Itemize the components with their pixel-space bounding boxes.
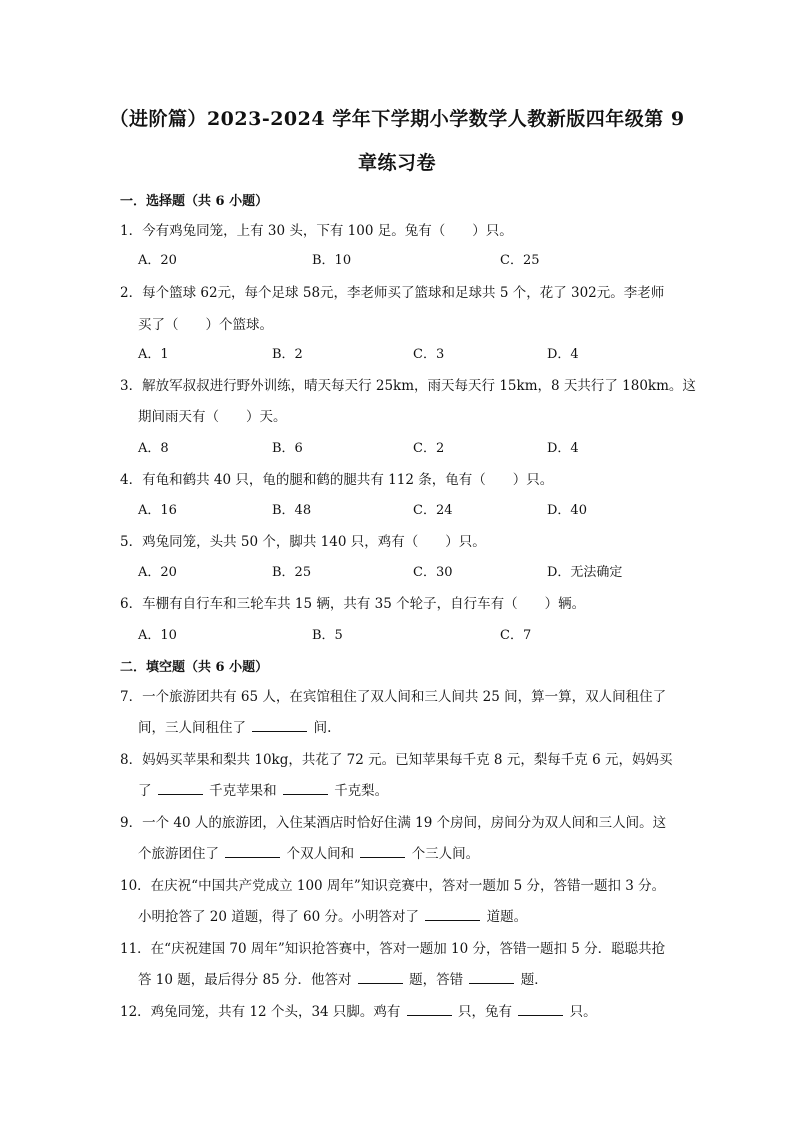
question-8-text-line-2 (138, 779, 388, 799)
q9-part-c: 个三人间。 (411, 846, 480, 862)
question-4-text: 4．有龟和鹤共 40 只，龟的腿和鹤的腿共有 112 条，龟有（ ）只。 (120, 472, 554, 488)
question-6-text: 6．车棚有自行车和三轮车共 15 辆，共有 35 个轮子，自行车有（ ）辆。 (120, 596, 586, 612)
question-2-text-line-1: 2．每个篮球 62元，每个足球 58元，李老师买了篮球和足球共 5 个，花了 302元。李老师 (120, 285, 665, 301)
question-5-text: 5．鸡兔同笼，头共 50 个，脚共 140 只，鸡有（ ）只。 (120, 534, 486, 550)
q2-option-c: C．3 (413, 347, 445, 362)
q2-option-a: A．1 (138, 347, 169, 362)
question-7-text-line-2 (138, 716, 331, 736)
q3-option-c: C．2 (413, 441, 445, 456)
q12-chicken-blank[interactable] (407, 1003, 452, 1016)
question-12-text (120, 1000, 597, 1020)
section-choice-heading: 一．选择题（共 6 小题） (120, 194, 269, 209)
q7-part-b: 间. (313, 720, 332, 736)
question-9-text-line-1: 9．一个 40 人的旅游团，入住某酒店时恰好住满 19 个房间，房间分为双人间和三人间。这 (120, 815, 667, 831)
q9-double-room-blank[interactable] (225, 845, 280, 858)
q1-option-a: A．20 (138, 253, 177, 268)
q11-part-b: 题，答错 (409, 972, 464, 988)
q12-part-a: 12．鸡兔同笼，共有 12 个头，34 只脚。鸡有 (120, 1004, 401, 1020)
q7-part-a: 间，三人间租住了 (138, 720, 246, 736)
q12-part-c: 只。 (569, 1004, 597, 1020)
question-8-text-line-1: 8．妈妈买苹果和梨共 10kg，共花了 72 元。已知苹果每千克 8 元，梨每千克 6 元，妈妈买 (120, 752, 673, 768)
q11-wrong-blank[interactable] (469, 971, 514, 984)
q11-part-c: 题． (520, 972, 548, 988)
question-11-text-line-1: 11．在“庆祝建国 70 周年”知识抢答赛中，答对一题加 10 分，答错一题扣 5 分．聪聪共抢 (120, 941, 666, 957)
q3-option-b: B．6 (272, 441, 303, 456)
question-1-text: 1．今有鸡兔同笼，上有 30 头，下有 100 足。兔有（ ）只。 (120, 223, 513, 239)
q5-option-a: A．20 (138, 565, 177, 580)
q5-option-c: C．30 (413, 565, 453, 580)
question-10-text-line-1: 10．在庆祝“中国共产党成立 100 周年”知识竞赛中，答对一题加 5 分，答错一题扣 3 分。 (120, 878, 666, 894)
q3-option-a: A．8 (138, 441, 169, 456)
q7-answer-blank[interactable] (252, 719, 307, 732)
q8-part-b: 千克苹果和 (209, 783, 277, 799)
q6-option-c: C．7 (500, 628, 532, 643)
q12-part-b: 只，兔有 (458, 1004, 513, 1020)
q12-rabbit-blank[interactable] (518, 1003, 563, 1016)
question-3-text-line-2: 期间雨天有（ ）天。 (138, 409, 287, 425)
q3-option-d: D．4 (547, 441, 579, 456)
question-10-text-line-2 (138, 905, 527, 925)
q9-part-a: 个旅游团住了 (138, 846, 219, 862)
q2-option-b: B．2 (272, 347, 303, 362)
question-9-text-line-2 (138, 842, 479, 862)
question-7-text-line-1: 7．一个旅游团共有 65 人，在宾馆租住了双人间和三人间共 25 间，算一算，双人间租住了 (120, 689, 667, 705)
q11-correct-blank[interactable] (358, 971, 403, 984)
q1-option-b: B．10 (312, 253, 352, 268)
question-2-text-line-2: 买了（ ）个篮球。 (138, 317, 273, 333)
title-line-1: （进阶篇）2023-2024 学年下学期小学数学人教新版四年级第 9 (109, 108, 685, 130)
q9-triple-room-blank[interactable] (360, 845, 405, 858)
q10-part-b: 道题。 (486, 909, 528, 925)
q5-option-d: D．无法确定 (547, 565, 623, 580)
q9-part-b: 个双人间和 (286, 846, 355, 862)
q1-option-c: C．25 (500, 253, 540, 268)
q8-apple-blank[interactable] (158, 782, 203, 795)
section-fill-heading: 二．填空题（共 6 小题） (120, 660, 269, 675)
question-11-text-line-2 (138, 968, 548, 988)
q4-option-b: B．48 (272, 503, 312, 518)
q2-option-d: D．4 (547, 347, 579, 362)
q4-option-a: A．16 (138, 503, 177, 518)
q6-option-b: B．5 (312, 628, 343, 643)
q8-part-c: 千克梨。 (334, 783, 389, 799)
q5-option-b: B．25 (272, 565, 312, 580)
q4-option-d: D．40 (547, 503, 587, 518)
q8-part-a: 了 (138, 783, 152, 799)
q10-answer-blank[interactable] (425, 908, 480, 921)
q4-option-c: C．24 (413, 503, 453, 518)
title-line-2: 章练习卷 (357, 152, 436, 174)
q6-option-a: A．10 (138, 628, 177, 643)
question-3-text-line-1: 3．解放军叔叔进行野外训练，晴天每天行 25km，雨天每天行 15km，8 天共行了 180km。这 (120, 378, 696, 394)
q11-part-a: 答 10 题，最后得分 85 分．他答对 (138, 972, 352, 988)
q10-part-a: 小明抢答了 20 道题，得了 60 分。小明答对了 (138, 909, 420, 925)
q8-pear-blank[interactable] (283, 782, 328, 795)
